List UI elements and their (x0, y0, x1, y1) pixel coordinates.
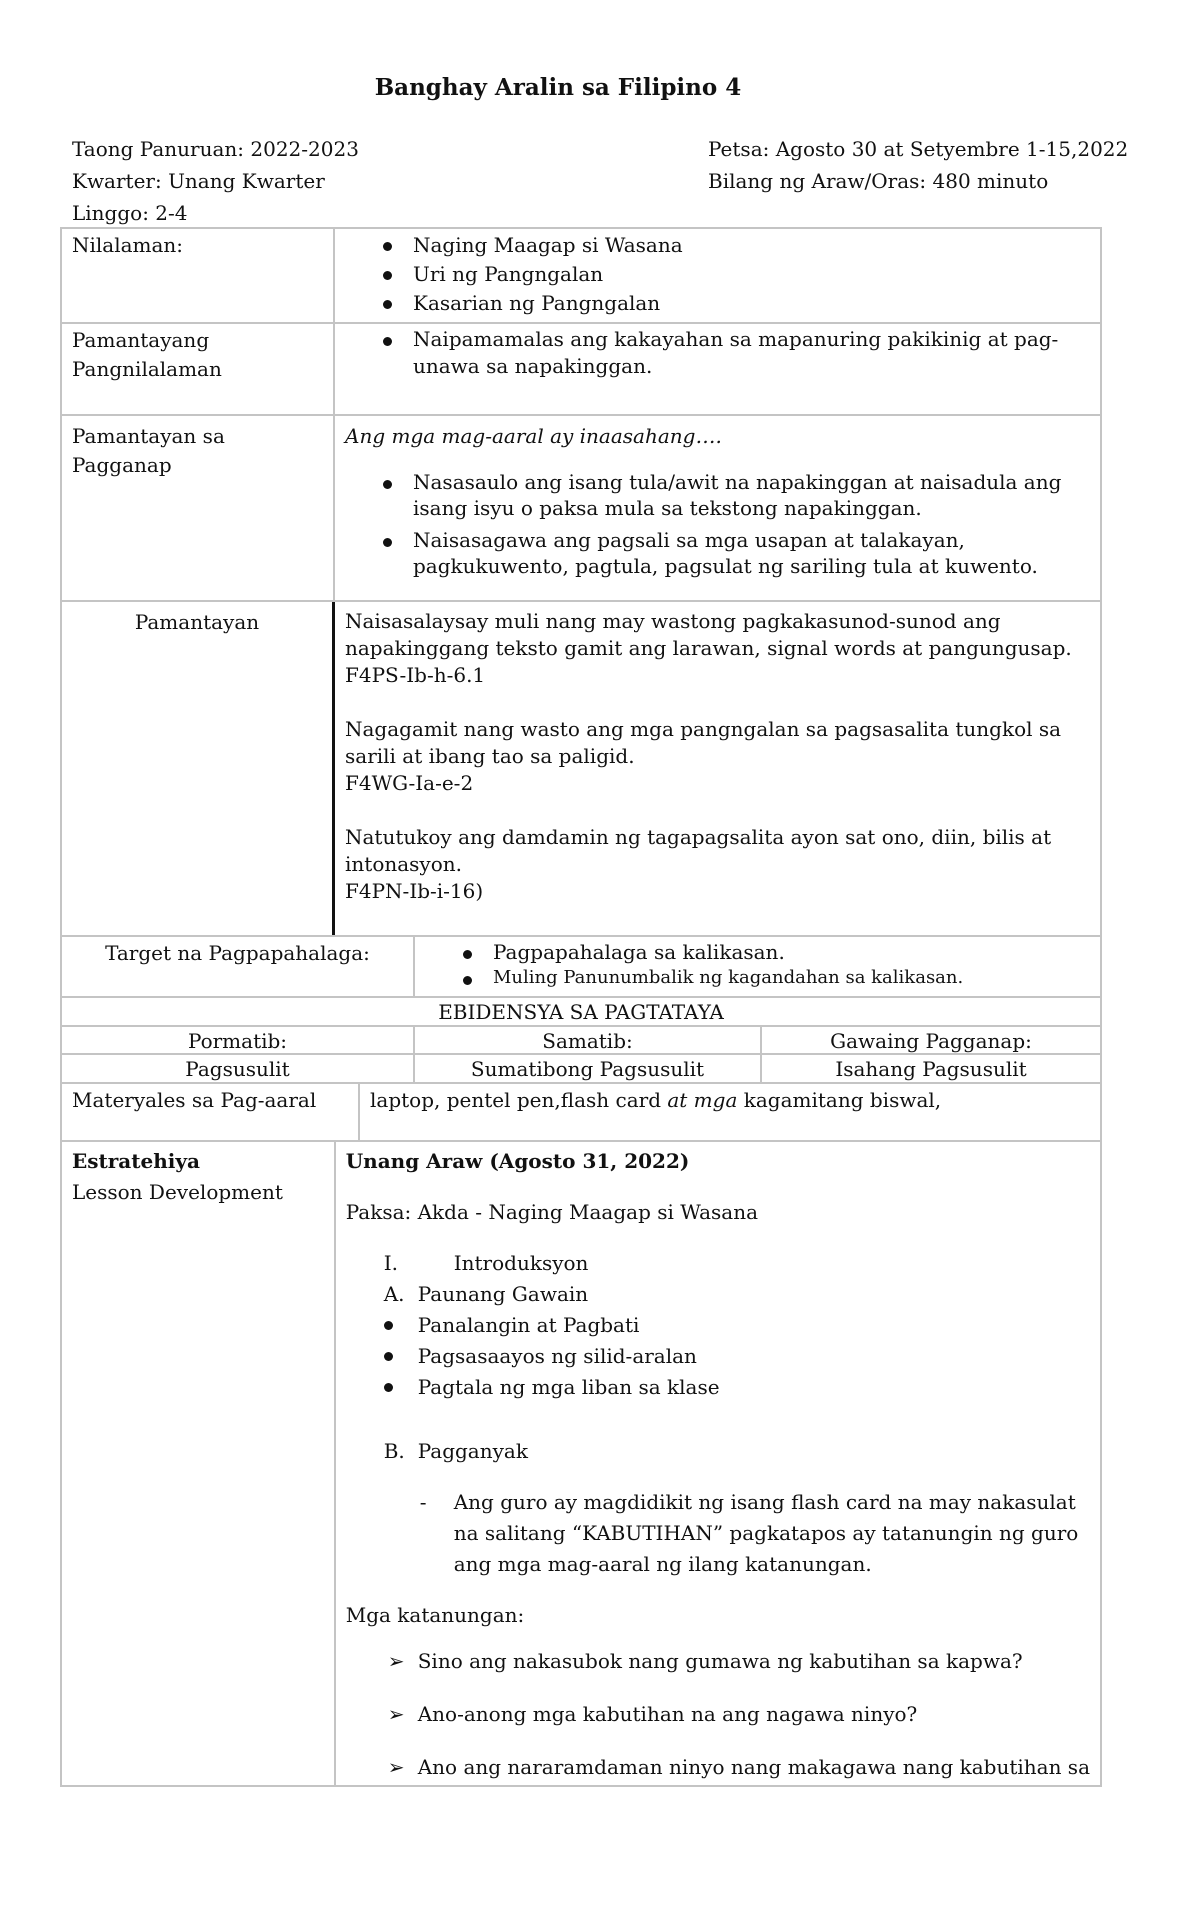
section-i-number: I. (383, 1251, 398, 1275)
question-text: Ano ang nararamdaman ninyo nang makagawa nang kabutihan sa (417, 1755, 1090, 1779)
materyales-label: Materyales sa Pag-aaral (62, 1084, 360, 1140)
competency-text: Naisasalaysay muli nang may wastong pagkakasunod-sunod ang napakinggang teksto gamit ang larawan, signal words at pangungusap. (345, 609, 1072, 660)
ebidensya-value: Sumatibong Pagsusulit (415, 1055, 762, 1082)
pamantayan-sa-pagganap-label: Pamantayan sa Pagganap (62, 416, 335, 600)
ebidensya-type: Samatib: (415, 1027, 762, 1053)
list-item: Naging Maagap si Wasana (345, 231, 1090, 260)
duration: Bilang ng Araw/Oras: 480 minuto (708, 169, 1049, 193)
list-item: Pagpapahalaga sa kalikasan. (425, 939, 1090, 965)
list-item: Pagsasaayos ng silid-aralan (346, 1341, 1090, 1372)
page-title: Banghay Aralin sa Filipino 4 (374, 74, 742, 101)
list-item: Nasasaulo ang isang tula/awit na napakinggan at naisadula ang isang isyu o paksa mula sa tekstong napakinggan. (345, 469, 1090, 521)
ebidensya-value: Isahang Pagsusulit (835, 1057, 1027, 1081)
ebidensya-header: EBIDENSYA SA PAGTATAYA (438, 1000, 724, 1024)
materyales-value (360, 1084, 1100, 1140)
label-line: Pamantayang (72, 328, 210, 352)
section-b (346, 1436, 1090, 1467)
row-pamantayan (62, 600, 1100, 935)
pamantayan-label: Pamantayan (62, 602, 335, 935)
section-a (346, 1279, 1090, 1310)
materyales-text-italic: at mga (667, 1088, 738, 1112)
school-year: Taong Panuruan: 2022-2023 (72, 137, 359, 161)
row-pamantayan-sa-pagganap (62, 414, 1100, 600)
section-a-title: Paunang Gawain (417, 1282, 589, 1306)
target-content (415, 937, 1100, 996)
arrow-bullet-icon: ➢ (387, 1702, 405, 1726)
label-line: Pangnilalaman (72, 357, 222, 381)
list-item: Uri ng Pangngalan (345, 260, 1090, 289)
date: Petsa: Agosto 30 at Setyembre 1-15,2022 (708, 137, 1129, 161)
intro-text: Ang mga mag-aaral ay inaasahang…. (345, 424, 722, 448)
section-b-letter: B. (383, 1439, 405, 1463)
section-a-letter: A. (383, 1282, 405, 1306)
question-text: Ano-anong mga kabutihan na ang nagawa ninyo? (417, 1702, 918, 1726)
list-item: Naisasagawa ang pagsali sa mga usapan at talakayan, pagkukuwento, pagtula, pagsulat ng sariling tula at kuwento. (345, 527, 1090, 579)
paksa: Paksa: Akda - Naging Maagap si Wasana (345, 1200, 758, 1224)
lesson-plan-table (60, 227, 1102, 1787)
question-item (346, 1753, 1090, 1782)
materyales-text: kagamitang biswal, (737, 1088, 942, 1112)
question-item (346, 1700, 1090, 1729)
competency-code: F4PS-Ib-h-6.1 (345, 663, 486, 687)
row-nilalaman (62, 229, 1100, 322)
pagganyak-text: Ang guro ay magdidikit ng isang flash card na may nakasulat na salitang “KABUTIHAN” pagkatapos ay tatanungin ng guro ang mga mag-aaral ng ilang katanungan. (453, 1490, 1079, 1576)
question-item (346, 1647, 1090, 1676)
estratehiya-label-cell (62, 1142, 336, 1785)
meta-right (708, 133, 1128, 197)
list-item: Panalangin at Pagbati (346, 1310, 1090, 1341)
pamantayang-pangnilalaman-content (335, 324, 1100, 414)
questions-label: Mga katanungan: (345, 1603, 525, 1627)
row-pamantayang-pangnilalaman (62, 322, 1100, 414)
nilalaman-label: Nilalaman: (62, 229, 335, 322)
ebidensya-value: Pagsusulit (62, 1055, 415, 1082)
competency-code: F4WG-Ia-e-2 (345, 771, 474, 795)
pamantayang-pangnilalaman-label (62, 324, 335, 414)
row-ebidensya-header (62, 996, 1100, 1025)
row-estratehiya (62, 1140, 1100, 1785)
dash-marker: - (419, 1490, 427, 1514)
list-item: Naipamamalas ang kakayahan sa mapanuring pakikinig at pag-unawa sa napakinggan. (345, 326, 1090, 380)
estratehiya-label: Estratehiya (72, 1149, 200, 1173)
materyales-text: laptop, pentel pen,flash card (370, 1088, 668, 1112)
competency-text: Nagagamit nang wasto ang mga pangngalan sa pagsasalita tungkol sa sarili at ibang tao sa paligid. (345, 717, 1062, 768)
list-item: Kasarian ng Pangngalan (345, 289, 1090, 318)
row-target (62, 935, 1100, 996)
question-text: Sino ang nakasubok nang gumawa ng kabutihan sa kapwa? (417, 1649, 1023, 1673)
competency-text: Natutukoy ang damdamin ng tagapagsalita ayon sat ono, diin, bilis at intonasyon. (345, 825, 1052, 876)
week: Linggo: 2-4 (72, 201, 188, 225)
pagganyak-text-block (346, 1487, 1090, 1580)
ebidensya-type: Gawaing Pagganap: (830, 1029, 1032, 1053)
list-item: Muling Panunumbalik ng kagandahan sa kalikasan. (425, 965, 1090, 991)
nilalaman-content (335, 229, 1100, 322)
section-i-title: Introduksyon (453, 1251, 589, 1275)
pamantayan-content (335, 602, 1100, 935)
row-ebidensya-types (62, 1025, 1100, 1053)
section-i (346, 1248, 1090, 1279)
arrow-bullet-icon: ➢ (387, 1649, 405, 1673)
meta-left (72, 133, 359, 229)
day-title: Unang Araw (Agosto 31, 2022) (345, 1149, 690, 1173)
estratehiya-content (336, 1142, 1100, 1785)
estratehiya-sublabel: Lesson Development (72, 1180, 283, 1204)
target-label: Target na Pagpapahalaga: (62, 937, 415, 996)
pamantayan-sa-pagganap-content (335, 416, 1100, 600)
competency-code: F4PN-Ib-i-16) (345, 879, 484, 903)
quarter: Kwarter: Unang Kwarter (72, 169, 325, 193)
row-materyales (62, 1082, 1100, 1140)
ebidensya-type: Pormatib: (62, 1027, 415, 1053)
list-item: Pagtala ng mga liban sa klase (346, 1372, 1090, 1403)
row-ebidensya-values (62, 1053, 1100, 1082)
arrow-bullet-icon: ➢ (387, 1755, 405, 1779)
section-b-title: Pagganyak (417, 1439, 528, 1463)
